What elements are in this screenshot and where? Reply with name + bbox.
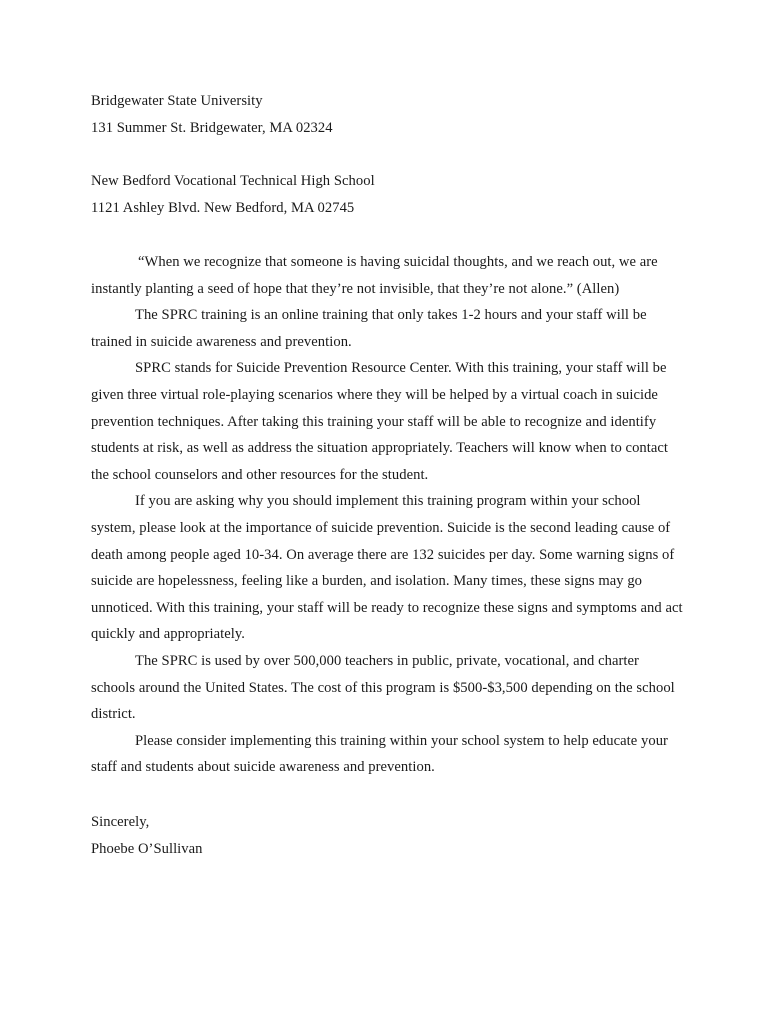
letter-body <box>91 249 684 781</box>
recipient-street-address: 1121 Ashley Blvd. New Bedford, MA 02745 <box>91 199 355 216</box>
recipient-name: New Bedford Vocational Technical High School <box>91 173 375 189</box>
body-paragraph-sprc-description: SPRC stands for Suicide Prevention Resource Center. With this training, your staff will be given three virtual role-playing scenarios where they will be helped by a virtual coach in suicide prevention techniques. After taking this training your staff will be able to recognize and identify students at risk, as well as address the situation appropriately. Teachers will know when to contact the school counselors and other resources for the student. <box>91 360 669 483</box>
sender-street-address: 131 Summer St. Bridgewater, MA 02324 <box>91 119 333 136</box>
body-paragraph-request: Please consider implementing this training within your school system to help educate your staff and students about suicide awareness and prevention. <box>91 732 668 776</box>
sender-address-block <box>91 88 684 141</box>
body-paragraph-quote: “When we recognize that someone is having suicidal thoughts, and we reach out, we are instantly planting a seed of hope that they’re not invisible, that they’re not alone.” (Allen) <box>91 254 658 297</box>
closing-block <box>91 809 684 862</box>
body-paragraph-training-overview: The SPRC training is an online training that only takes 1-2 hours and your staff will be trained in suicide awareness and prevention. <box>91 307 647 350</box>
signature-name: Phoebe O’Sullivan <box>91 840 203 857</box>
closing-salutation: Sincerely, <box>91 814 150 830</box>
body-paragraph-importance: If you are asking why you should implement this training program within your school system, please look at the importance of suicide prevention. Suicide is the second leading cause of death among people aged 10-34. On average there are 132 suicides per day. Some warning signs of suicide are hopelessness, feeling like a burden, and isolation. Many times, these signs may go unnoticed. With this training, your staff will be ready to recognize these signs and symptoms and act quickly and appropriately. <box>91 493 683 643</box>
sender-name: Bridgewater State University <box>91 93 263 109</box>
recipient-address-block <box>91 168 684 221</box>
body-paragraph-usage-cost: The SPRC is used by over 500,000 teachers in public, private, vocational, and charter schools around the United States. The cost of this program is $500-$3,500 depending on the school district. <box>91 652 675 723</box>
